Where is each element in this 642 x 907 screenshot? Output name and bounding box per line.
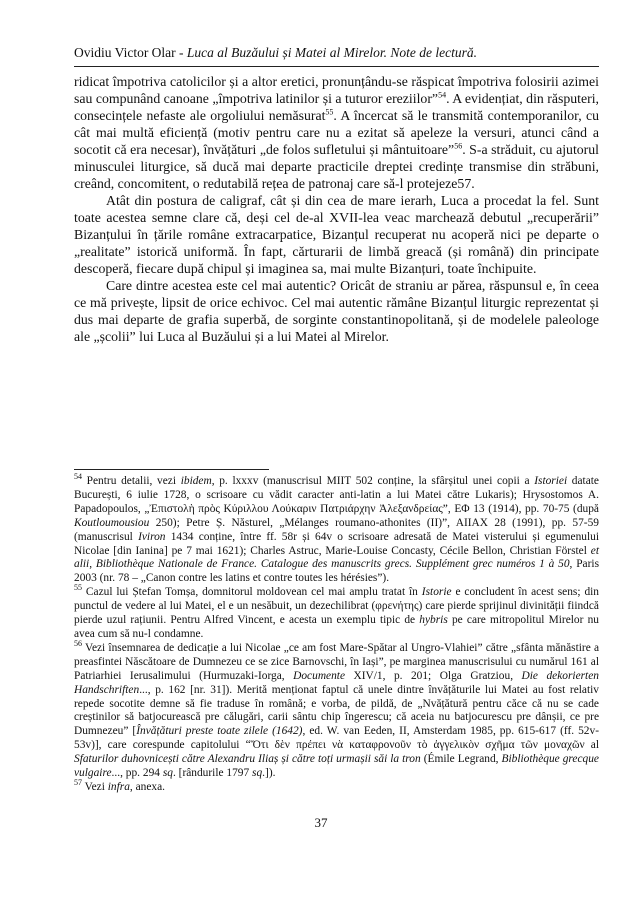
footnote-text: pe care mitropolitul Mirelor nu avea cum să nu-l condamne. [74,614,599,640]
paragraph-text: . S-a străduit, cu ajutorul minusculei liturgice, să ducă mai departe practicile dreptei credințe transmise din străbuni, creând, concomitent, o redutabilă rețea de patronaj care să-l protejeze57. [74,142,599,191]
footnote-55 [74,583,599,642]
footnote-text: .]). [262,767,276,780]
footnote-number: 56 [74,639,82,649]
footnote-number: 55 [74,583,82,593]
footnote-56 [74,639,599,781]
footnote-ref-55[interactable]: 55 [325,107,334,117]
footnote-separator [74,469,269,470]
footnote-italic: hybris [419,614,448,627]
footnote-text: Pentru detalii, vezi [82,475,181,487]
footnote-italic: et alii [74,544,599,571]
header-rule [74,66,599,67]
footnote-ref-54[interactable]: 54 [438,90,447,100]
footnote-text: , [89,558,96,571]
header-author: Ovidiu Victor Olar - [74,45,187,60]
footnote-italic: Istoriei [534,475,568,487]
footnote-text: ..., p. 162 [nr. 31]). Merită menționat faptul că unele dintre învățăturile lui Matei au fost relativ repede socotite demne să fie traduse în română; e vorba, de pildă, de „Nvățătură pentru căce că nu se cade creștinilor să batjocurească pre călugări, carii sântu chip îngerescu; că aceia nu batjocurescu pre dânșii, ce pre Dumnezeu” [ [74,683,599,738]
footnote-italic: Iviron [138,530,166,543]
footnote-text: Vezi însemnarea de dedicație a lui Nicolae „ce am fost Mare-Spătar al Ungro-Vlahiei” către „sfânta mănăstire a preasfintei Născătoare de Dumnezeu ce se zice Barnovschi, în Iași”, pe marginea manuscrisului cu numărul 161 al Patriarhiei Ierusalimului (Hurmuzaki-Iorga, [74,641,599,682]
footnote-text: e concludent în acest sens; din punctul de vedere al lui Matei, el e un nesăbuit, un dezechilibrat (φρενήτης) care pierde sprijinul divinității fiindcă pierde uzul rațiunii. Pentru Alfred Vincent, e acesta un exemplu tipic de [74,586,599,627]
footnote-text: , ed. W. van Eeden, II, Amsterdam 1985, pp. 615-617 (ff. 52v-53v)], care corespunde capitolului “Ὅτι δὲν πρέπει νὰ καταφρονοῦν τὸ ἀγγελικὸν σχῆμα τῶν μοναχῶν al [74,725,599,752]
footnote-italic: Documente [293,669,346,682]
paragraph-text: . A încercat să le transmită contemporanilor, cu cât mai multă eficiență (motiv pentru care nu a ezitat să apeleze la versuri, atunci când a socotit că era necesar), învățături „de folos sufletului și mântuitoare” [74,108,599,157]
footnote-text: Vezi [82,780,108,793]
footnote-text: , Paris 2003 (nr. 78 – „Canon contre les latins et contre toutes les hérésies”). [74,558,600,585]
footnote-italic: sq [162,767,173,780]
page-number: 37 [314,815,328,830]
footnote-italic: Învățături preste toate zilele (1642) [136,725,303,738]
paragraph-text: ridicat împotriva catolicilor și a altor eretici, pronunțându-se răspicat împotriva folosirii azimei sau compunând canoane „împotriva latinilor și a tuturor ereziilor” [74,74,599,106]
paragraph-3: Care dintre acestea este cel mai autentic? Oricât de straniu ar părea, răspunsul e, în ceea ce mă privește, lipsit de orice echivoc. Cel mai autentic rămâne Bizanțul liturgic reprezentat și dus mai departe de grafia superbă, de sorginte constantinopolitană, și de modelele paleologe ale „școlii” lui Luca al Buzăului și a lui Matei al Mirelor. [74,278,599,344]
footnote-text: , anexa. [129,780,165,793]
footnote-text: Cazul lui Ștefan Tomșa, domnitorul moldovean cel mai amplu tratat în [82,586,422,599]
footnotes [74,472,600,795]
footnote-text: , p. lxxxv (manuscrisul MIIT 502 conține, la sfârșitul unei copii a [211,475,535,487]
footnote-italic: Die dekorierten Handschriften [74,669,599,696]
footnote-54 [74,472,600,586]
paragraph-2: Atât din postura de caligraf, cât și din cea de mare ierarh, Luca a procedat la fel. Sunt toate acestea semne clare că, deși cel de-al XVII-lea veac marchează debutul „recuperării” Bizanțului în țările române extracarpatice, Bizanțul recuperat nu acoperă nici pe departe o „realitate” istorică uniformă. În fapt, cărturarii de limbă greacă (și română) din principate descoperă, fiecare după chipul și imaginea sa, mai multe Bizanțuri, toate închipuite. [74,193,599,276]
footnote-italic: Bibliothèque grecque vulgaire [74,753,599,780]
footnote-number: 57 [74,778,82,788]
footnote-italic: Bibliothèque Nationale de France. Catalogue des manuscrits grecs. Supplément grec numéros 1 à 50 [95,558,570,571]
footnote-italic: sq [252,767,263,780]
footnote-ref-56[interactable]: 56 [454,141,463,151]
footnote-57 [74,778,599,795]
paragraph-1 [74,73,599,192]
header-title: Luca al Buzăului și Matei al Mirelor. Note de lectură. [186,45,478,60]
footnote-text: 250); Petre Ș. Năsturel, „Mélanges roumano-athonites (II)”, AIIAX 28 (1991), pp. 57-59 (manuscrisul [74,516,599,543]
footnote-number: 54 [74,472,82,482]
footnote-text: XIV/1, p. 201; Olga Gratziou, [345,669,522,682]
running-header [74,44,594,61]
footnote-italic: ibidem [180,475,212,487]
footnote-italic: Istorie [421,586,452,599]
main-text [74,73,599,345]
footnote-text: 1434 conține, între ff. 58r și 64v o scrisoare adresată de Matei visterului și egumenului Nicolae [din Ianina] pe 7 mai 1621); Charles Astruc, Marie-Louise Concasty, Cécile Bellon, Christian Förstel [74,530,600,557]
footnote-text: ..., pp. 294 [111,767,163,780]
paragraph-text: . A evidențiat, din răsputeri, consecințele nefaste ale orgoliului nemăsurat [74,91,599,123]
footnote-italic: Koutloumousiou [74,516,150,529]
footnote-italic: infra [107,780,130,793]
footnote-text: (Émile Legrand, [420,753,502,766]
footnote-italic: Sfaturilor duhovnicești către Alexandru Iliaș și către toți urmașii săi la tron [74,753,421,766]
footnote-text: . [rândurile 1797 [172,767,253,780]
footnote-text: datate București, 6 iulie 1728, o scrisoare cu vădit caracter anti-latin a lui Matei către Lukaris); Hrysostomos A. Papadopoulos, „Ἐπιστολὴ πρὸς Κύριλλου Λούκαριν Πατριάρχην Ἀλεξανδρείας”, ΕΦ 13 (1914), pp. 70-75 (după [74,475,599,515]
